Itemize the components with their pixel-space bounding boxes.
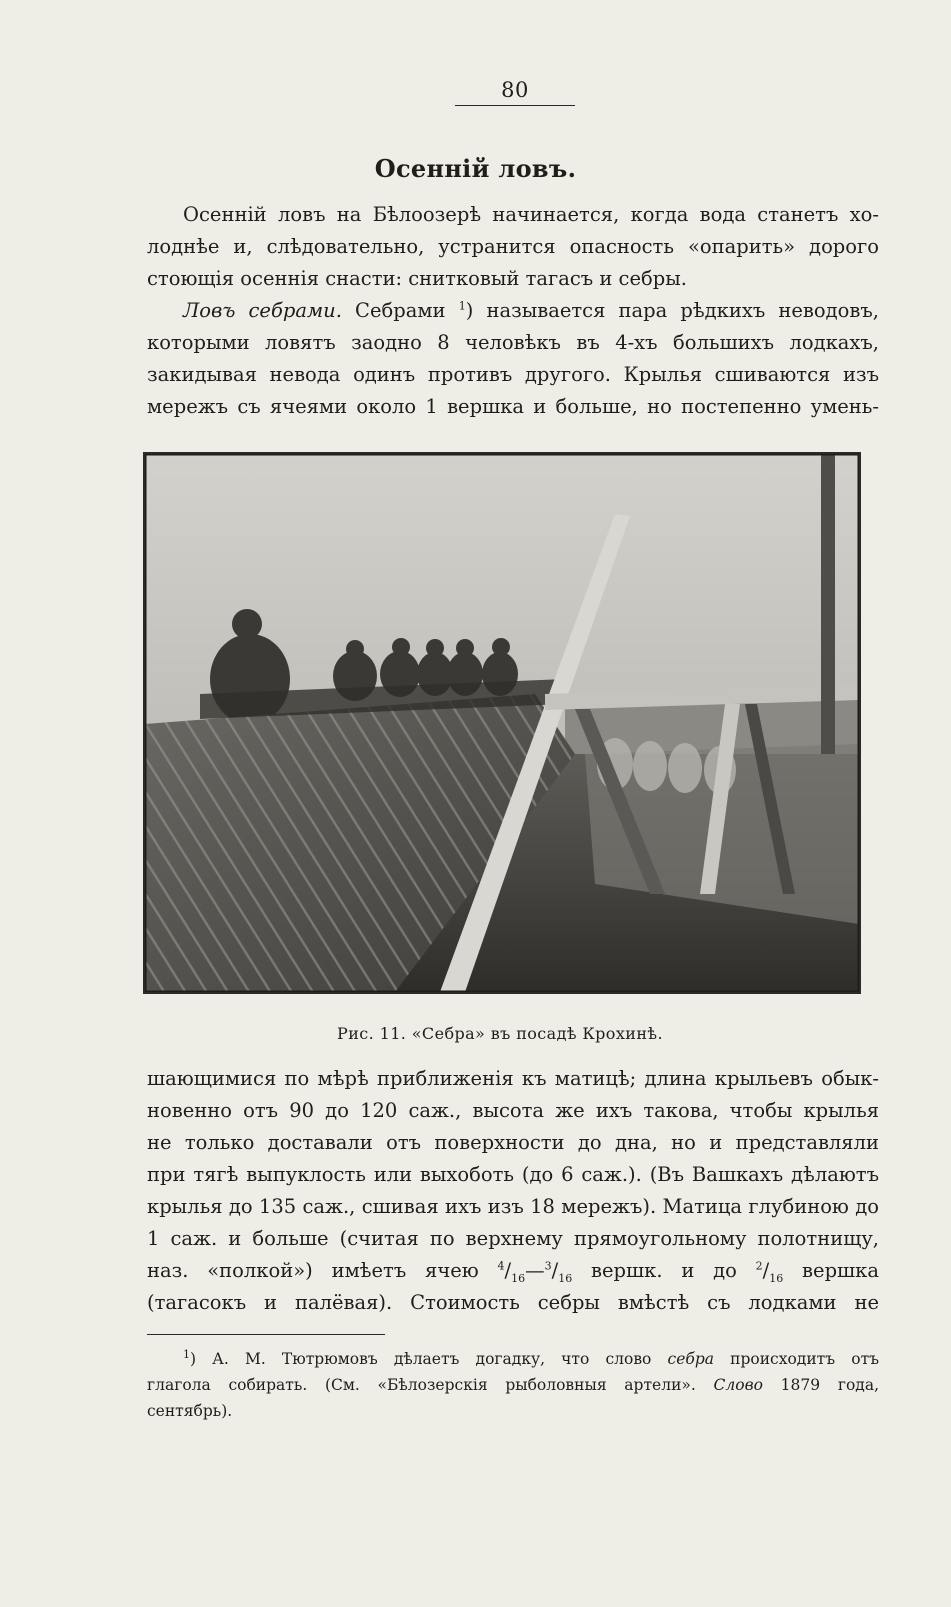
text-run: глагола собирать. (См. «Бѣлозерскія рыболовныя артели». bbox=[147, 1376, 714, 1394]
text-line: стоющія осеннія снасти: снитковый тагасъ и себры. bbox=[147, 267, 687, 290]
text-line: крылья до 135 саж., сшивая ихъ изъ 18 мережъ). Матица глубиною до bbox=[147, 1195, 879, 1218]
text-run: происходитъ отъ bbox=[714, 1350, 880, 1368]
text-line: новенно отъ 90 до 120 саж., высота же ихъ такова, чтобы крылья bbox=[147, 1099, 879, 1122]
text-run: вершк. и до bbox=[572, 1259, 756, 1282]
text-line: лоднѣе и, слѣдовательно, устранится опасность «опарить» дорого bbox=[147, 235, 879, 258]
text-line bbox=[147, 295, 879, 327]
fraction-denominator: 16 bbox=[511, 1271, 526, 1285]
text-run: ) называется пара рѣдкихъ неводовъ, bbox=[465, 299, 879, 322]
paragraph-sebry bbox=[147, 295, 879, 423]
text-line: которыми ловятъ заодно 8 человѣкъ въ 4-хъ большихъ лодкахъ, bbox=[147, 331, 879, 354]
section-title: Осенній ловъ. bbox=[374, 154, 577, 183]
text-run-italic: Слово bbox=[713, 1376, 763, 1394]
footnote-line bbox=[147, 1372, 879, 1398]
text-run-italic: себра bbox=[667, 1350, 714, 1368]
fraction-numerator: 2 bbox=[755, 1259, 763, 1273]
text-line: 1 саж. и больше (считая по верхнему прямоугольному полотнищу, bbox=[147, 1227, 879, 1250]
fraction-numerator: 4 bbox=[497, 1259, 505, 1273]
text-line: Осенній ловъ на Бѣлоозерѣ начинается, когда вода станетъ хо- bbox=[183, 203, 879, 226]
fraction-numerator: 3 bbox=[544, 1259, 552, 1273]
text-line-fractions: наз. «полкой») имѣетъ ячею $^4/_{16}—^3/_{16}$ вершк. и до $^2/_{16}$ вершка bbox=[147, 1259, 879, 1285]
text-line: (тагасокъ и палёвая). Стоимость себры вмѣстѣ съ лодками не bbox=[147, 1291, 879, 1314]
paragraph-continuation bbox=[147, 1063, 879, 1319]
footnote-line: сентябрь). bbox=[147, 1402, 233, 1420]
text-line: закидывая невода одинъ противъ другого. Крылья сшиваются изъ bbox=[147, 363, 879, 386]
paragraph-intro bbox=[147, 199, 879, 295]
text-line: мережъ съ ячеями около 1 вершка и больше, но постепенно умень- bbox=[147, 395, 879, 418]
text-run: 1879 года, bbox=[762, 1376, 879, 1394]
footnote-reference: 1 bbox=[458, 299, 466, 313]
photo-illustration bbox=[145, 454, 859, 992]
footnote-line bbox=[147, 1346, 879, 1372]
run-in-heading: Ловъ себрами. bbox=[183, 299, 342, 322]
fraction-denominator: 16 bbox=[558, 1271, 573, 1285]
text-line: не только доставали отъ поверхности до дна, но и представляли bbox=[147, 1131, 879, 1154]
figure-caption: Рис. 11. «Себра» въ посадѣ Крохинѣ. bbox=[337, 1024, 663, 1043]
fraction-denominator: 16 bbox=[769, 1271, 784, 1285]
text-run: наз. «полкой») имѣетъ ячею bbox=[147, 1259, 498, 1282]
footnote bbox=[147, 1346, 879, 1424]
page-number: 80 bbox=[455, 78, 575, 106]
footnote-divider bbox=[147, 1334, 385, 1335]
text-run: Себрами bbox=[341, 299, 459, 322]
footnote-mark: 1 bbox=[183, 1347, 190, 1361]
text-run: вершка bbox=[783, 1259, 879, 1282]
text-run: — bbox=[525, 1259, 545, 1282]
text-line: шающимися по мѣрѣ приближенія къ матицѣ; длина крыльевъ обык- bbox=[147, 1067, 879, 1090]
text-line: при тягѣ выпуклость или выхоботь (до 6 саж.). (Въ Вашкахъ дѣлаютъ bbox=[147, 1163, 879, 1186]
text-run: ) А. М. Тютрюмовъ дѣлаетъ догадку, что слово bbox=[190, 1350, 668, 1368]
figure-photograph bbox=[143, 452, 861, 994]
